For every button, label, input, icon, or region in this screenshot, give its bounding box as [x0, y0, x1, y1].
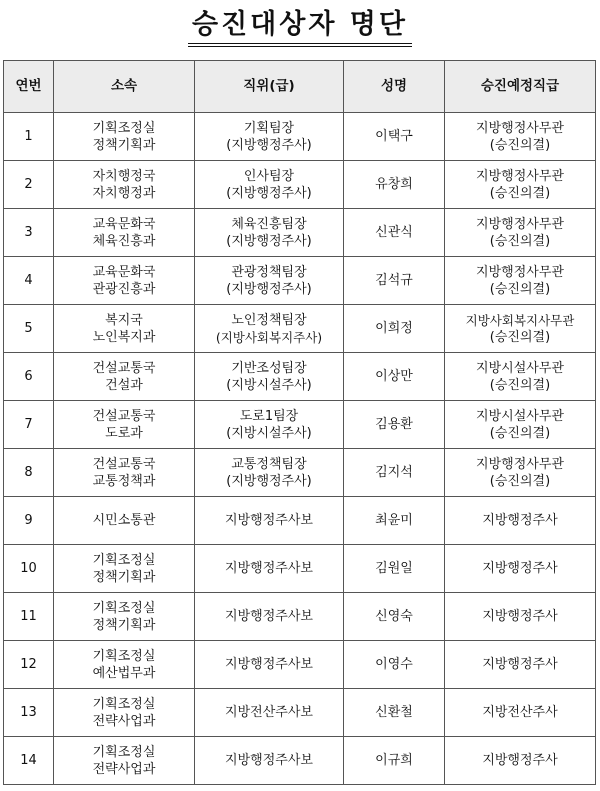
cell-dept-line: 도로과: [105, 425, 143, 441]
cell-target-rank-line: (승진의결): [489, 473, 551, 489]
table-row: [4, 257, 596, 305]
cell-name: 이희정: [344, 305, 445, 353]
cell-dept: [54, 689, 195, 737]
cell-dept: [54, 497, 195, 545]
cell-dept-line: 전략사업과: [92, 713, 156, 729]
cell-position-line: 지방전산주사보: [225, 705, 313, 720]
table-row: [4, 401, 596, 449]
cell-position: [195, 449, 344, 497]
row-number: 14: [4, 737, 54, 785]
cell-name: 신영숙: [344, 593, 445, 641]
row-number: 11: [4, 593, 54, 641]
cell-dept-line: 기획조정실: [92, 120, 156, 136]
table-row: [4, 449, 596, 497]
cell-target-rank: [445, 353, 596, 401]
cell-target-rank: [445, 257, 596, 305]
cell-position-line: 도로1팀장: [239, 408, 299, 424]
cell-dept-line: 기획조정실: [92, 744, 156, 760]
cell-dept: [54, 545, 195, 593]
cell-target-rank: [445, 689, 596, 737]
table-row: [4, 161, 596, 209]
cell-name: 김용환: [344, 401, 445, 449]
header-row: [4, 61, 596, 113]
cell-position: [195, 257, 344, 305]
cell-target-rank-line: 지방시설사무관: [476, 360, 564, 376]
cell-dept-line: 관광진흥과: [92, 281, 156, 297]
title-area: [0, 10, 600, 47]
cell-target-rank-line: 지방행정주사: [482, 753, 558, 768]
cell-position-line: 지방행정주사보: [225, 753, 313, 768]
cell-position-line: 교통정책팀장: [231, 456, 307, 472]
cell-target-rank-line: (승진의결): [489, 233, 551, 249]
cell-position-line: (지방시설주사): [226, 425, 312, 441]
cell-target-rank-line: (승진의결): [489, 329, 551, 345]
promotion-table: [3, 60, 596, 785]
cell-name: 최윤미: [344, 497, 445, 545]
cell-position-line: 지방행정주사보: [225, 657, 313, 672]
cell-target-rank-line: 지방전산주사: [482, 705, 558, 720]
cell-position: [195, 593, 344, 641]
table-row: [4, 353, 596, 401]
cell-target-rank-line: (승진의결): [489, 281, 551, 297]
cell-name: 이택구: [344, 113, 445, 161]
cell-dept: [54, 737, 195, 785]
cell-position-line: 지방행정주사보: [225, 609, 313, 624]
cell-dept: [54, 641, 195, 689]
cell-position: [195, 737, 344, 785]
cell-dept-line: 자치행정국: [92, 168, 156, 184]
cell-position: [195, 305, 344, 353]
cell-target-rank-line: 지방행정사무관: [476, 168, 564, 184]
row-number: 4: [4, 257, 54, 305]
cell-name: 김석규: [344, 257, 445, 305]
cell-target-rank: [445, 737, 596, 785]
table-row: [4, 497, 596, 545]
cell-dept-line: 기획조정실: [92, 696, 156, 712]
cell-dept-line: 건설과: [105, 377, 143, 393]
cell-dept-line: 정책기획과: [92, 569, 156, 585]
cell-target-rank-line: 지방행정사무관: [476, 120, 564, 136]
cell-position-line: 기획팀장: [243, 120, 295, 136]
cell-position: [195, 353, 344, 401]
table-row: [4, 113, 596, 161]
header-target-rank: 승진예정직급: [445, 61, 596, 113]
cell-target-rank: [445, 161, 596, 209]
row-number: 9: [4, 497, 54, 545]
cell-name: 신관식: [344, 209, 445, 257]
cell-target-rank-line: 지방행정주사: [482, 657, 558, 672]
row-number: 12: [4, 641, 54, 689]
cell-target-rank-line: 지방사회복지사무관: [465, 312, 575, 328]
cell-position-line: 노인정책팀장: [231, 312, 307, 328]
cell-position: [195, 401, 344, 449]
document-title: 승진대상자 명단: [188, 10, 412, 47]
cell-position: [195, 113, 344, 161]
cell-position-line: 체육진흥팀장: [231, 216, 307, 232]
table-row: [4, 545, 596, 593]
cell-target-rank-line: (승진의결): [489, 137, 551, 153]
cell-target-rank: [445, 209, 596, 257]
cell-dept: [54, 161, 195, 209]
cell-target-rank-line: 지방시설사무관: [476, 408, 564, 424]
cell-dept: [54, 353, 195, 401]
cell-dept-line: 전략사업과: [92, 761, 156, 777]
cell-dept: [54, 257, 195, 305]
cell-position-line: 지방행정주사보: [225, 561, 313, 576]
cell-name: 김지석: [344, 449, 445, 497]
cell-position-line: (지방행정주사): [226, 233, 312, 249]
cell-target-rank: [445, 545, 596, 593]
cell-dept-line: 체육진흥과: [92, 233, 156, 249]
cell-dept-line: 교육문화국: [92, 264, 156, 280]
cell-dept-line: 정책기획과: [92, 137, 156, 153]
cell-dept: [54, 449, 195, 497]
cell-dept-line: 정책기획과: [92, 617, 156, 633]
cell-dept-line: 건설교통국: [92, 360, 156, 376]
cell-dept: [54, 113, 195, 161]
cell-name: 이영수: [344, 641, 445, 689]
cell-target-rank-line: 지방행정사무관: [476, 264, 564, 280]
cell-position: [195, 497, 344, 545]
cell-dept: [54, 401, 195, 449]
cell-dept-line: 기획조정실: [92, 552, 156, 568]
cell-target-rank-line: 지방행정주사: [482, 513, 558, 528]
cell-position-line: (지방시설주사): [226, 377, 312, 393]
table-row: [4, 593, 596, 641]
row-number: 5: [4, 305, 54, 353]
cell-dept-line: 자치행정과: [92, 185, 156, 201]
table-row: [4, 641, 596, 689]
table-row: [4, 737, 596, 785]
cell-position: [195, 641, 344, 689]
header-no: 연번: [4, 61, 54, 113]
cell-target-rank-line: (승진의결): [489, 425, 551, 441]
cell-position: [195, 209, 344, 257]
cell-dept: [54, 305, 195, 353]
row-number: 10: [4, 545, 54, 593]
cell-name: 신환철: [344, 689, 445, 737]
cell-dept-line: 기획조정실: [92, 600, 156, 616]
cell-dept-line: 건설교통국: [92, 408, 156, 424]
cell-dept-line: 복지국: [105, 312, 143, 328]
cell-target-rank: [445, 305, 596, 353]
cell-target-rank: [445, 641, 596, 689]
cell-target-rank-line: (승진의결): [489, 377, 551, 393]
cell-position: [195, 545, 344, 593]
cell-target-rank-line: 지방행정사무관: [476, 456, 564, 472]
table-body: [4, 113, 596, 785]
row-number: 2: [4, 161, 54, 209]
cell-position-line: (지방행정주사): [226, 281, 312, 297]
cell-dept: [54, 593, 195, 641]
cell-target-rank: [445, 449, 596, 497]
table-row: [4, 209, 596, 257]
row-number: 7: [4, 401, 54, 449]
cell-position-line: (지방행정주사): [226, 137, 312, 153]
cell-name: 이규희: [344, 737, 445, 785]
table-row: [4, 689, 596, 737]
cell-dept-line: 예산법무과: [92, 665, 156, 681]
cell-name: 유창희: [344, 161, 445, 209]
cell-target-rank-line: (승진의결): [489, 185, 551, 201]
cell-target-rank: [445, 497, 596, 545]
cell-dept-line: 건설교통국: [92, 456, 156, 472]
cell-dept-line: 교육문화국: [92, 216, 156, 232]
cell-target-rank: [445, 401, 596, 449]
table-row: [4, 305, 596, 353]
cell-target-rank-line: 지방행정주사: [482, 561, 558, 576]
cell-dept-line: 기획조정실: [92, 648, 156, 664]
cell-target-rank-line: 지방행정사무관: [476, 216, 564, 232]
cell-dept: [54, 209, 195, 257]
row-number: 8: [4, 449, 54, 497]
cell-target-rank: [445, 113, 596, 161]
row-number: 13: [4, 689, 54, 737]
cell-target-rank: [445, 593, 596, 641]
cell-position: [195, 689, 344, 737]
cell-position-line: 관광정책팀장: [231, 264, 307, 280]
cell-name: 이상만: [344, 353, 445, 401]
cell-dept-line: 시민소통관: [92, 513, 156, 528]
row-number: 3: [4, 209, 54, 257]
cell-position-line: 기반조성팀장: [231, 360, 307, 376]
header-dept: 소속: [54, 61, 195, 113]
row-number: 6: [4, 353, 54, 401]
cell-dept-line: 노인복지과: [92, 329, 156, 345]
cell-position-line: 지방행정주사보: [225, 513, 313, 528]
cell-position-line: (지방행정주사): [226, 473, 312, 489]
cell-position-line: (지방사회복지주사): [215, 329, 323, 345]
cell-position: [195, 161, 344, 209]
cell-name: 김원일: [344, 545, 445, 593]
cell-position-line: (지방행정주사): [226, 185, 312, 201]
header-position: 직위(급): [195, 61, 344, 113]
cell-dept-line: 교통정책과: [92, 473, 156, 489]
cell-position-line: 인사팀장: [243, 168, 295, 184]
header-name: 성명: [344, 61, 445, 113]
row-number: 1: [4, 113, 54, 161]
cell-target-rank-line: 지방행정주사: [482, 609, 558, 624]
